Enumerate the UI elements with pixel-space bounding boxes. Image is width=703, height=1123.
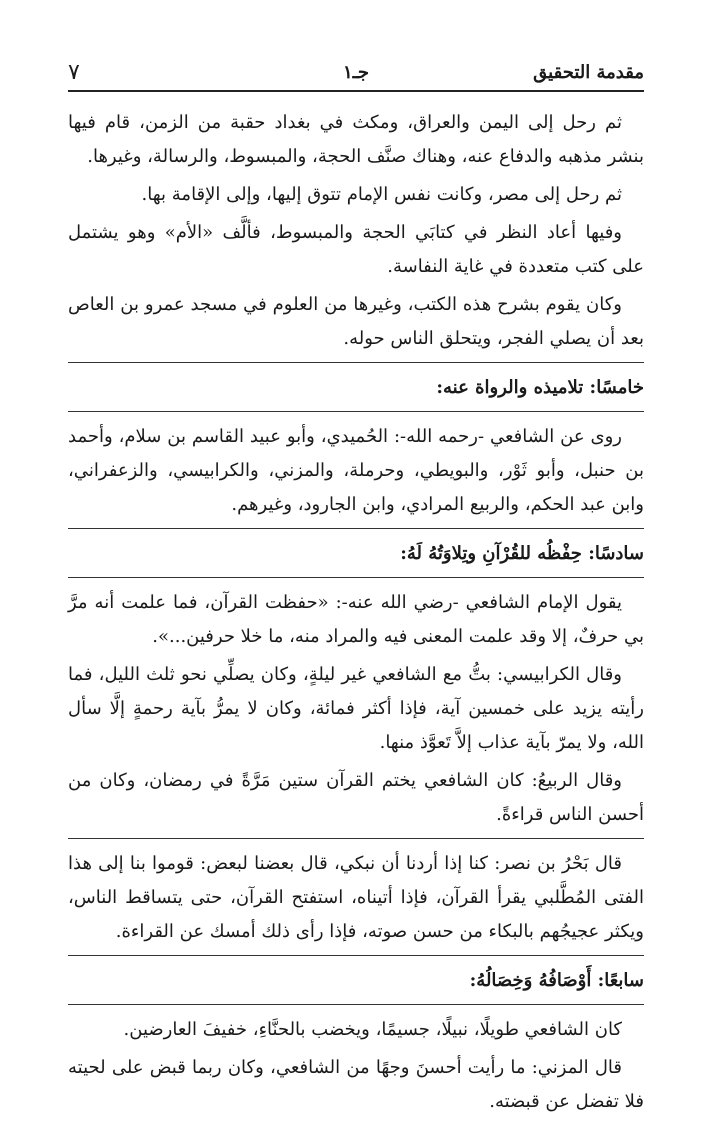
paragraph: يقول الإمام الشافعي -رضي الله عنه-: «حفظت القرآن، فما علمت أنه مرَّ بي حرفٌ، إلا وقد علمت المعنى فيه والمراد منه، ما خلا حرفين...». — [68, 592, 644, 647]
paragraph: وكان يقوم بشرح هذه الكتب، وغيرها من العلوم في مسجد عمرو بن العاص بعد أن يصلي الفجر، ويتحلق الناس حوله. — [68, 294, 644, 349]
section-heading: سابعًا: أَوْصَافُهُ وَخِصَالُهُ: — [469, 970, 644, 991]
section-divider — [68, 1004, 644, 1005]
section-divider — [68, 411, 644, 412]
paragraph: وقال الربيعُ: كان الشافعي يختم القرآن ستين مَرَّةً في رمضان، وكان من أحسن الناس قراءةً. — [68, 770, 644, 825]
page-number: ٧ — [68, 60, 80, 85]
section-divider — [68, 838, 644, 839]
section-divider — [68, 528, 644, 529]
paragraph: وقال الكرابيسي: بتُّ مع الشافعي غير ليلةٍ، وكان يصلِّي نحو ثلث الليل، فما رأيته يزيد على خمسين آية، فإذا أكثر فمائة، وكان لا يمرُّ بآية رحمةٍ إلَّا سأل الله، ولا يمرّ بآية عذاب إلاَّ تَعوَّذ منها. — [68, 664, 644, 753]
section-heading: سادسًا: حِفْظُه للقُرْآنِ وتِلاوَتُهُ لَهُ: — [400, 543, 644, 564]
paragraph: وفيها أعاد النظر في كتابَي الحجة والمبسوط، فألَّف «الأم» وهو يشتمل على كتب متعددة في غاية النفاسة. — [68, 222, 644, 277]
header-title: مقدمة التحقيق — [533, 62, 644, 83]
paragraph: كان الشافعي طويلًا، نبيلًا، جسيمًا، ويخضب بالحنَّاءِ، خفيفَ العارضين. — [123, 1019, 622, 1040]
body-text — [68, 106, 644, 1119]
paragraph: ثم رحل إلى مصر، وكانت نفس الإمام تتوق إليها، وإلى الإقامة بها. — [141, 184, 622, 205]
paragraph: قال بَحْرُ بن نصر: كنا إذا أردنا أن نبكي، قال بعضنا لبعض: قوموا بنا إلى هذا الفتى المُطَّلبي يقرأ القرآن، فإذا أتيناه، استفتح القرآن، حتى يتساقط الناس، ويكثر عجيجُهم بالبكاء من حسن صوته، فإذا رأى ذلك أمسك عن القراءة. — [68, 853, 644, 942]
paragraph: روى عن الشافعي -رحمه الله-: الحُميدي، وأبو عبيد القاسم بن سلام، وأحمد بن حنبل، وأبو ثَوْر، والبويطي، وحرملة، والمزني، والكرابيسي، والزعفراني، وابن عبد الحكم، والربيع المرادي، وابن الجارود، وغيرهم. — [68, 426, 644, 515]
section-divider — [68, 955, 644, 956]
section-heading: خامسًا: تلاميذه والرواة عنه: — [436, 377, 644, 398]
header-volume: جـ١ — [342, 62, 370, 83]
paragraph: قال المزني: ما رأيت أحسنَ وجهًا من الشافعي، وكان ربما قبض على لحيته فلا تفضل عن قبضته. — [68, 1057, 644, 1112]
section-divider — [68, 577, 644, 578]
page — [68, 54, 644, 1123]
running-header — [68, 54, 644, 92]
section-divider — [68, 362, 644, 363]
paragraph: ثم رحل إلى اليمن والعراق، ومكث في بغداد حقبة من الزمن، قام فيها بنشر مذهبه والدفاع عنه، وهناك صنَّف الحجة، والمبسوط، والرسالة، وغيرها. — [68, 112, 644, 167]
